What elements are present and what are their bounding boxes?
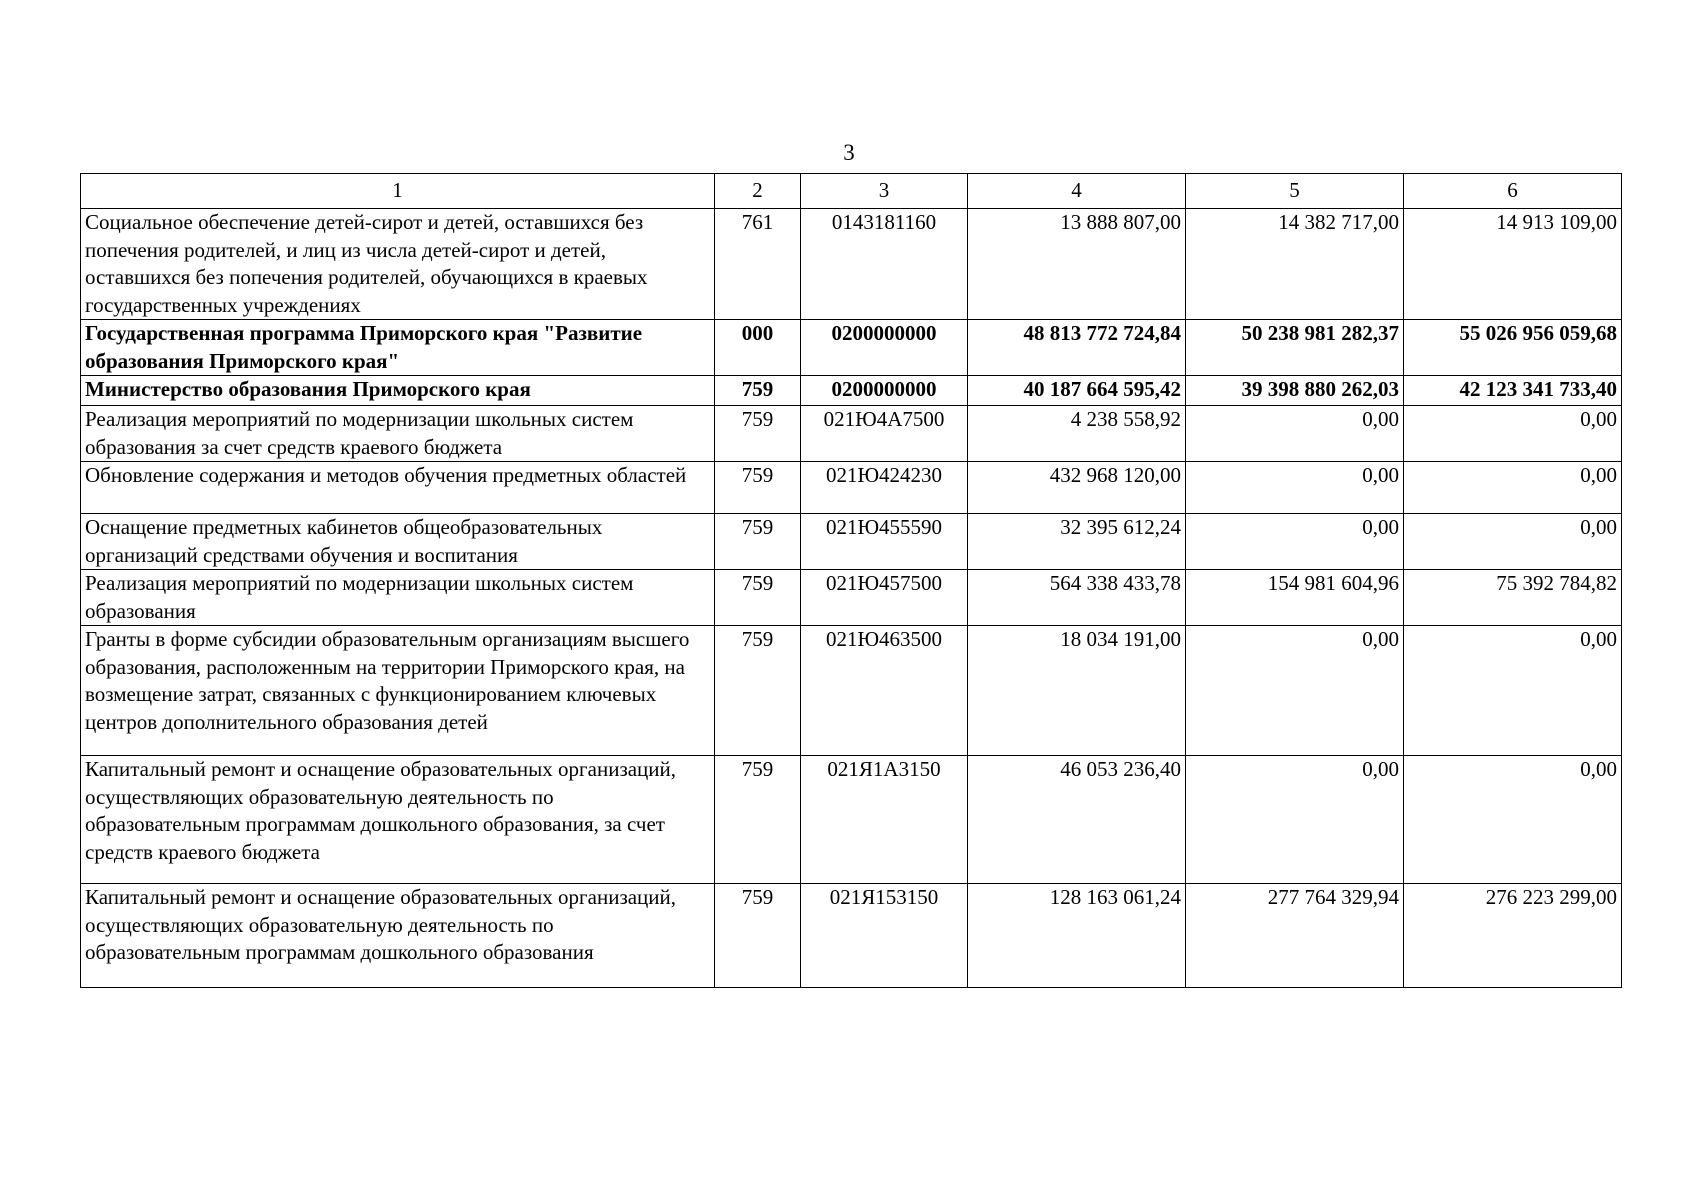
amount-col4-cell: 432 968 120,00 [968, 462, 1186, 514]
amount-col4-cell: 128 163 061,24 [968, 884, 1186, 988]
amount-col4-cell: 48 813 772 724,84 [968, 320, 1186, 376]
grbs-code-cell: 759 [715, 570, 801, 626]
csr-code-cell: 021Ю457500 [801, 570, 968, 626]
grbs-code-cell: 759 [715, 406, 801, 462]
amount-col6-cell: 0,00 [1404, 756, 1622, 884]
grbs-code-cell: 759 [715, 884, 801, 988]
csr-code-cell: 021Ю463500 [801, 626, 968, 756]
grbs-code-cell: 000 [715, 320, 801, 376]
expense-name-cell: Социальное обеспечение детей-сирот и детей, оставшихся без попечения родителей, и лиц из числа детей-сирот и детей, оставшихся без попечения родителей, обучающихся в краевых государственных учреждениях [81, 209, 715, 320]
amount-col6-cell: 42 123 341 733,40 [1404, 376, 1622, 406]
amount-col4-cell: 40 187 664 595,42 [968, 376, 1186, 406]
page-number: 3 [843, 140, 855, 165]
amount-col4-cell: 32 395 612,24 [968, 514, 1186, 570]
expense-name-cell: Гранты в форме субсидии образовательным организациям высшего образования, расположенным на территории Приморского края, на возмещение затрат, связанных с функционированием ключевых центров дополнительного образования детей [81, 626, 715, 756]
column-header: 4 [968, 174, 1186, 209]
expense-name-cell: Реализация мероприятий по модернизации школьных систем образования за счет средств краевого бюджета [81, 406, 715, 462]
amount-col6-cell: 55 026 956 059,68 [1404, 320, 1622, 376]
table-row [81, 514, 1622, 570]
amount-col4-cell: 564 338 433,78 [968, 570, 1186, 626]
expense-name-cell: Капитальный ремонт и оснащение образовательных организаций, осуществляющих образовательную деятельность по образовательным программам дошкольного образования, за счет средств краевого бюджета [81, 756, 715, 884]
expense-name-cell: Капитальный ремонт и оснащение образовательных организаций, осуществляющих образовательную деятельность по образовательным программам дошкольного образования [81, 884, 715, 988]
budget-table [80, 173, 1622, 988]
grbs-code-cell: 759 [715, 756, 801, 884]
grbs-code-cell: 759 [715, 462, 801, 514]
amount-col6-cell: 0,00 [1404, 626, 1622, 756]
grbs-code-cell: 759 [715, 626, 801, 756]
grbs-code-cell: 759 [715, 376, 801, 406]
amount-col6-cell: 0,00 [1404, 406, 1622, 462]
column-header: 1 [81, 174, 715, 209]
expense-name-cell: Министерство образования Приморского края [81, 376, 715, 406]
csr-code-cell: 021Я1А3150 [801, 756, 968, 884]
amount-col5-cell: 14 382 717,00 [1186, 209, 1404, 320]
table-row [81, 626, 1622, 756]
amount-col6-cell: 0,00 [1404, 514, 1622, 570]
table-row [81, 209, 1622, 320]
csr-code-cell: 021Ю4А7500 [801, 406, 968, 462]
table-row [81, 756, 1622, 884]
amount-col4-cell: 18 034 191,00 [968, 626, 1186, 756]
csr-code-cell: 0143181160 [801, 209, 968, 320]
csr-code-cell: 0200000000 [801, 320, 968, 376]
amount-col6-cell: 14 913 109,00 [1404, 209, 1622, 320]
column-header: 5 [1186, 174, 1404, 209]
amount-col5-cell: 39 398 880 262,03 [1186, 376, 1404, 406]
amount-col5-cell: 277 764 329,94 [1186, 884, 1404, 988]
grbs-code-cell: 761 [715, 209, 801, 320]
table-row [81, 320, 1622, 376]
table-row [81, 884, 1622, 988]
csr-code-cell: 021Ю424230 [801, 462, 968, 514]
amount-col6-cell: 0,00 [1404, 462, 1622, 514]
column-header: 3 [801, 174, 968, 209]
table-body [81, 209, 1622, 988]
amount-col5-cell: 0,00 [1186, 626, 1404, 756]
amount-col4-cell: 4 238 558,92 [968, 406, 1186, 462]
amount-col4-cell: 13 888 807,00 [968, 209, 1186, 320]
column-header: 6 [1404, 174, 1622, 209]
amount-col5-cell: 154 981 604,96 [1186, 570, 1404, 626]
table-row [81, 406, 1622, 462]
expense-name-cell: Оснащение предметных кабинетов общеобразовательных организаций средствами обучения и воспитания [81, 514, 715, 570]
csr-code-cell: 021Я153150 [801, 884, 968, 988]
amount-col5-cell: 0,00 [1186, 514, 1404, 570]
amount-col4-cell: 46 053 236,40 [968, 756, 1186, 884]
table-row [81, 376, 1622, 406]
header-row [81, 174, 1622, 209]
table-row [81, 462, 1622, 514]
csr-code-cell: 0200000000 [801, 376, 968, 406]
expense-name-cell: Обновление содержания и методов обучения предметных областей [81, 462, 715, 514]
amount-col5-cell: 0,00 [1186, 756, 1404, 884]
amount-col5-cell: 0,00 [1186, 462, 1404, 514]
table-row [81, 570, 1622, 626]
amount-col6-cell: 276 223 299,00 [1404, 884, 1622, 988]
expense-name-cell: Реализация мероприятий по модернизации школьных систем образования [81, 570, 715, 626]
expense-name-cell: Государственная программа Приморского края "Развитие образования Приморского края" [81, 320, 715, 376]
csr-code-cell: 021Ю455590 [801, 514, 968, 570]
column-header: 2 [715, 174, 801, 209]
amount-col5-cell: 0,00 [1186, 406, 1404, 462]
amount-col6-cell: 75 392 784,82 [1404, 570, 1622, 626]
amount-col5-cell: 50 238 981 282,37 [1186, 320, 1404, 376]
grbs-code-cell: 759 [715, 514, 801, 570]
